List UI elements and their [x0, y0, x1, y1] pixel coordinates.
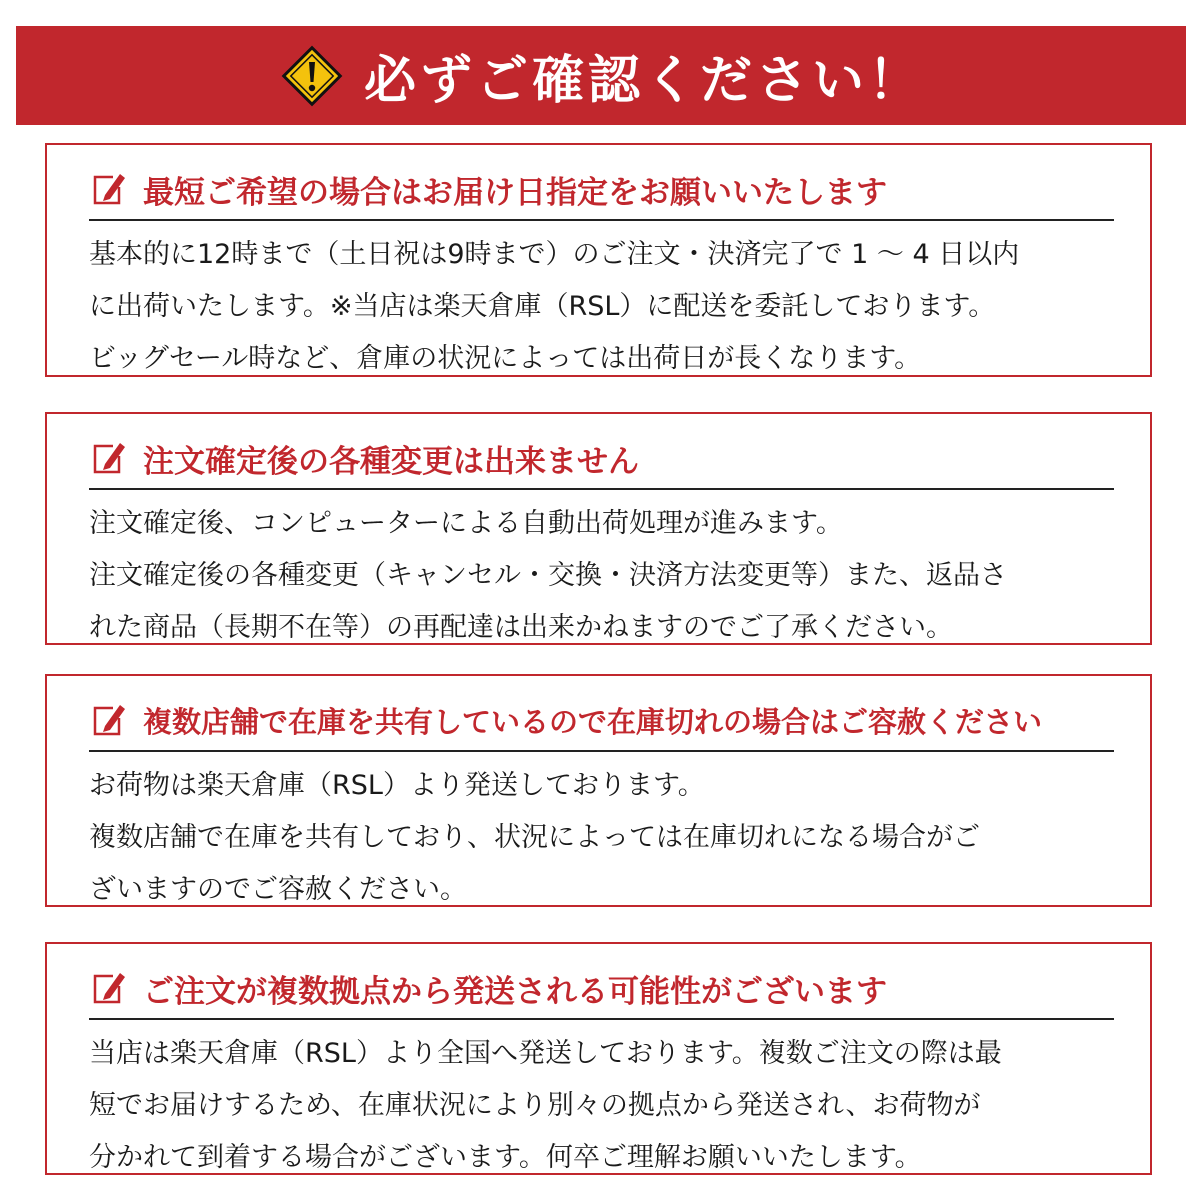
edit-pencil-icon — [89, 438, 129, 478]
notice-heading: 注文確定後の各種変更は出来ません — [143, 443, 639, 480]
notice-heading-row — [89, 958, 1114, 1020]
notice-body — [89, 229, 1120, 385]
notice-heading-row — [89, 690, 1114, 752]
notice-body — [89, 760, 1120, 916]
notice-line: 当店は楽天倉庫（RSL）より全国へ発送しております。複数ご注文の際は最 — [89, 1038, 1002, 1069]
notice-card-delivery-date — [45, 143, 1152, 377]
notice-card-multiple-warehouses — [45, 942, 1152, 1175]
notice-line: 分かれて到着する場合がございます。何卒ご理解お願いいたします。 — [89, 1142, 922, 1173]
warning-icon — [278, 42, 346, 110]
notice-line: れた商品（長期不在等）の再配達は出来かねますのでご了承ください。 — [89, 612, 953, 643]
notice-heading: 複数店舗で在庫を共有しているので在庫切れの場合はご容赦ください — [143, 704, 1043, 739]
notice-card-shared-stock — [45, 674, 1152, 907]
edit-pencil-icon — [89, 700, 129, 740]
notice-line: ざいますのでご容赦ください。 — [89, 874, 467, 905]
notice-line: 複数店舗で在庫を共有しており、状況によっては在庫切れになる場合がご — [89, 822, 980, 853]
notice-body — [89, 498, 1120, 654]
notice-heading-row — [89, 428, 1114, 490]
notice-card-no-changes — [45, 412, 1152, 645]
notice-line: 短でお届けするため、在庫状況により別々の拠点から発送され、お荷物が — [89, 1090, 981, 1121]
notice-heading-row — [89, 159, 1114, 221]
notice-heading: ご注文が複数拠点から発送される可能性がございます — [143, 973, 887, 1010]
notice-body — [89, 1028, 1120, 1184]
warning-banner — [16, 26, 1186, 125]
notice-line: 注文確定後の各種変更（キャンセル・交換・決済方法変更等）また、返品さ — [89, 560, 1007, 591]
notice-line: お荷物は楽天倉庫（RSL）より発送しております。 — [89, 770, 705, 801]
notice-line: 基本的に12時まで（土日祝は9時まで）のご注文・決済完了で 1 〜 4 日以内 — [89, 239, 1020, 270]
notice-line: に出荷いたします。※当店は楽天倉庫（RSL）に配送を委託しております。 — [89, 291, 996, 322]
notice-line: 注文確定後、コンピューターによる自動出荷処理が進みます。 — [89, 508, 843, 539]
edit-pencil-icon — [89, 968, 129, 1008]
edit-pencil-icon — [89, 169, 129, 209]
notice-line: ビッグセール時など、倉庫の状況によっては出荷日が長くなります。 — [89, 343, 922, 374]
banner-title: 必ずご確認ください！ — [363, 51, 924, 111]
notice-heading: 最短ご希望の場合はお届け日指定をお願いいたします — [143, 174, 887, 211]
